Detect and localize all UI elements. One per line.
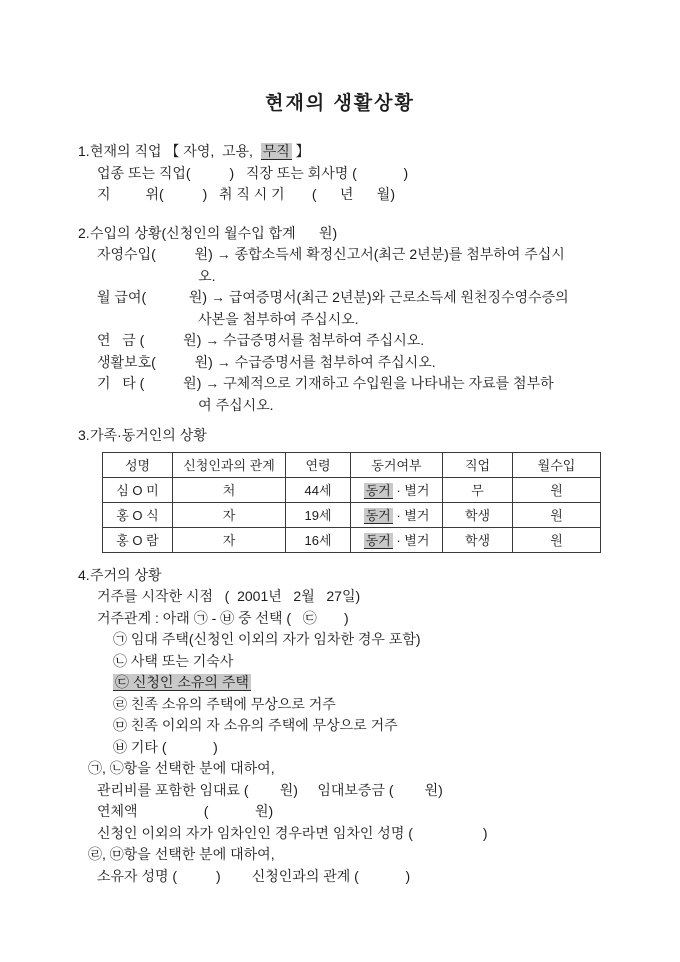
section-number: 1.: [78, 143, 90, 159]
arrears-line: 연체액 ( 원): [97, 803, 274, 819]
header-cohabitation: 동거여부: [351, 452, 443, 477]
cell-monthly-income: 원: [513, 527, 601, 552]
table-row: [103, 502, 601, 527]
cell-name: 홍 O 람: [103, 527, 173, 552]
cell-name: 심 O 미: [103, 477, 173, 502]
cell-cohabitation: [351, 502, 443, 527]
family-table-header-row: [103, 452, 601, 477]
table-row: [103, 527, 601, 552]
housing-option-5-label: ㉤ 친족 이외의 자 소유의 주택에 무상으로 거주: [113, 717, 398, 733]
cohabit-selected-highlight: 동거: [365, 508, 391, 523]
housing-option-3: [0, 672, 680, 694]
income-line-self-employment-wrap: 오.: [97, 267, 216, 284]
section-number: 3.: [78, 427, 90, 443]
housing-heading-text: 주거의 상황: [90, 566, 162, 583]
cell-job: 무: [443, 477, 513, 502]
residence-start-line: 거주를 시작한 시점 ( 2001년 2월 27일): [97, 588, 361, 604]
cell-cohabitation: [351, 477, 443, 502]
income-line-pension: 연 금 ( 원) → 수급증명서를 첨부하여 주십시오.: [97, 332, 425, 348]
position-line: 지 위( ) 취 직 시 기 ( 년 월): [97, 186, 395, 202]
cell-cohabitation: [351, 527, 443, 552]
header-job: 직업: [443, 452, 513, 477]
housing-option-4-label: ㉣ 친족 소유의 주택에 무상으로 거주: [113, 695, 336, 712]
header-monthly-income: 월수입: [513, 452, 601, 477]
cell-age: 19세: [286, 502, 351, 527]
cohabit-rest: · 별거: [392, 508, 430, 523]
housing-option-4: [0, 694, 680, 716]
section-family-heading: [0, 425, 680, 447]
header-relation: 신청인과의 관계: [173, 452, 286, 477]
residence-relation-line: 거주관계 : 아래 ㉠ - ㉥ 중 선택 ( ㉢ ): [97, 609, 349, 626]
section-income-heading: [0, 223, 680, 245]
cell-monthly-income: 원: [513, 502, 601, 527]
cell-monthly-income: 원: [513, 477, 601, 502]
housing-option-5: [0, 715, 680, 737]
cohabit-selected-highlight: 동거: [365, 483, 391, 498]
cohabit-rest: · 별거: [392, 483, 430, 498]
family-table: [102, 452, 601, 553]
section-number: 4.: [78, 566, 90, 583]
cell-age: 16세: [286, 527, 351, 552]
housing-option-6: [0, 737, 680, 759]
tenant-name-line: 신청인 이외의 자가 임차인인 경우라면 임차인 성명 ( ): [97, 824, 488, 841]
income-heading-text: 수입의 상황(신청인의 월수입 합계 원): [90, 224, 338, 241]
section-housing: [0, 565, 680, 888]
rental-note-line: ㉠, ㉡항을 선택한 분에 대하여,: [88, 760, 275, 776]
occupation-options-text: 현재의 직업 【 자영, 고용,: [90, 143, 261, 159]
cell-relation: 자: [173, 527, 286, 552]
section-occupation: [0, 141, 680, 206]
rent-amount-line: 관리비를 포함한 임대료 ( 원) 임대보증금 ( 원): [97, 781, 443, 798]
income-line-livelihood-aid: 생활보호( 원) → 수급증명서를 첨부하여 주십시오.: [97, 353, 436, 370]
selected-occupation-highlight: 무직: [262, 143, 290, 159]
page-title: 현재의 생활상황: [265, 93, 415, 114]
income-line-salary: 월 급여( 원) → 급여증명서(최근 2년분)와 근로소득세 원천징수영수증의: [97, 289, 569, 305]
header-age: 연령: [286, 452, 351, 477]
housing-option-2: [0, 651, 680, 673]
cohabit-rest: · 별거: [392, 533, 430, 548]
owner-note-line: ㉣, ㉤항을 선택한 분에 대하여,: [88, 846, 275, 862]
housing-option-1-label: ㉠ 임대 주택(신청인 이외의 자가 임차한 경우 포함): [113, 631, 421, 647]
housing-option-1: [0, 629, 680, 651]
owner-name-line: 소유자 성명 ( ) 신청인과의 관계 ( ): [97, 867, 411, 884]
cell-relation: 처: [173, 477, 286, 502]
cell-job: 학생: [443, 502, 513, 527]
section-income: [0, 223, 680, 417]
housing-option-3-selected-highlight: ㉢ 신청인 소유의 주택: [115, 674, 249, 690]
cell-age: 44세: [286, 477, 351, 502]
section-housing-heading: [0, 565, 680, 587]
cell-job: 학생: [443, 527, 513, 552]
business-type-line: 업종 또는 직업( ) 직장 또는 회사명 ( ): [97, 164, 409, 181]
income-line-other: 기 타 ( 원) → 구체적으로 기재하고 수입원을 나타내는 자료를 첨부하: [97, 375, 554, 391]
cohabit-selected-highlight: 동거: [365, 533, 391, 548]
income-line-other-wrap: 여 주십시오.: [97, 396, 274, 413]
housing-option-2-label: ㉡ 사택 또는 기숙사: [113, 652, 234, 669]
family-heading-text: 가족·동거인의 상황: [90, 427, 207, 443]
income-line-self-employment: 자영수입( 원) → 종합소득세 확정신고서(최근 2년분)를 첨부하여 주십시: [97, 246, 565, 262]
section-occupation-heading: [0, 141, 680, 163]
cell-name: 홍 O 식: [103, 502, 173, 527]
income-line-salary-wrap: 사본을 첨부하여 주십시오.: [97, 310, 359, 327]
header-name: 성명: [103, 452, 173, 477]
section-family: [0, 425, 680, 553]
section-number: 2.: [78, 224, 90, 241]
table-row: [103, 477, 601, 502]
cell-relation: 자: [173, 502, 286, 527]
occupation-options-close: 】: [291, 143, 310, 159]
housing-option-6-label: ㉥ 기타 ( ): [113, 738, 218, 755]
